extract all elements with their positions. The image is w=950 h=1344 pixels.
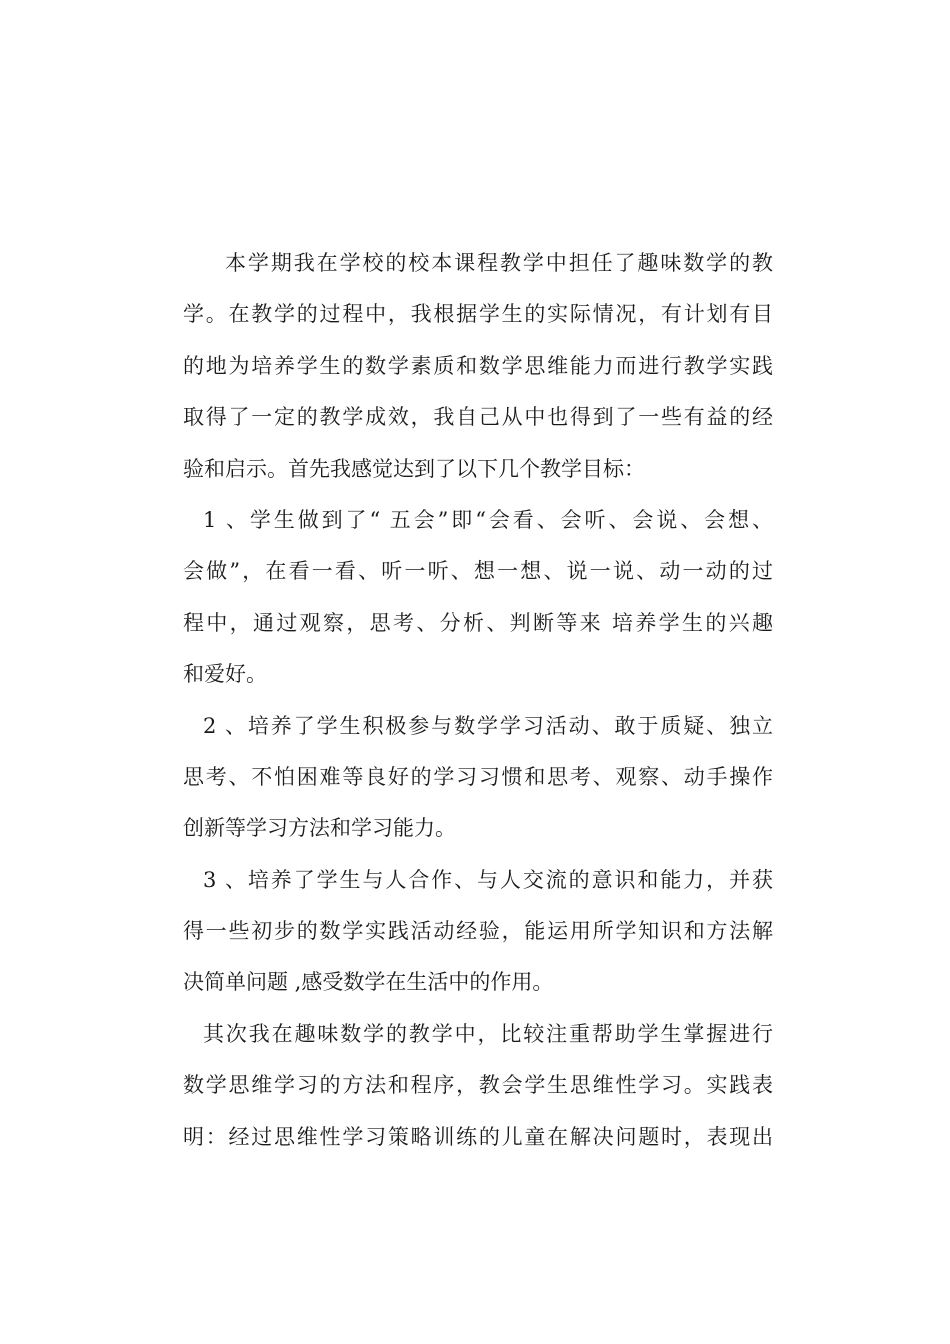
text-line: 学。在教学的过程中，我根据学生的实际情况，有计划有目: [183, 302, 773, 327]
text-line: 1 、学生做到了“ 五会”即“会看、会听、会说、会想、: [203, 507, 773, 532]
text-line: 3 、培养了学生与人合作、与人交流的意识和能力，并获: [203, 867, 773, 892]
text-line: 明：经过思维性学习策略训练的儿童在解决问题时，表现出: [183, 1124, 773, 1149]
text-line: 和爱好。: [183, 662, 267, 687]
text-line: 决简单问题 ,感受数学在生活中的作用。: [183, 970, 554, 995]
text-line: 其次我在趣味数学的教学中，比较注重帮助学生掌握进行: [203, 1021, 773, 1046]
text-line: 数学思维学习的方法和程序，教会学生思维性学习。实践表: [183, 1073, 773, 1098]
text-line: 会做”，在看一看、听一听、想一想、说一说、动一动的过: [183, 559, 773, 584]
text-line: 本学期我在学校的校本课程教学中担任了趣味数学的教: [225, 251, 773, 275]
text-line: 思考、不怕困难等良好的学习习惯和思考、观察、动手操作: [183, 764, 773, 789]
text-line: 验和启示。首先我感觉达到了以下几个教学目标：: [183, 456, 645, 481]
text-line: 的地为培养学生的数学素质和数学思维能力而进行教学实践: [183, 353, 773, 378]
text-line: 程中，通过观察，思考、分析、判断等来 培养学生的兴趣: [183, 610, 773, 635]
text-line: 创新等学习方法和学习能力。: [183, 816, 456, 841]
text-line: 取得了一定的教学成效，我自己从中也得到了一些有益的经: [183, 405, 773, 430]
document-body: [183, 238, 773, 1163]
text-line: 得一些初步的数学实践活动经验，能运用所学知识和方法解: [183, 919, 773, 944]
text-line: 2 、培养了学生积极参与数学学习活动、敢于质疑、独立: [203, 713, 773, 738]
